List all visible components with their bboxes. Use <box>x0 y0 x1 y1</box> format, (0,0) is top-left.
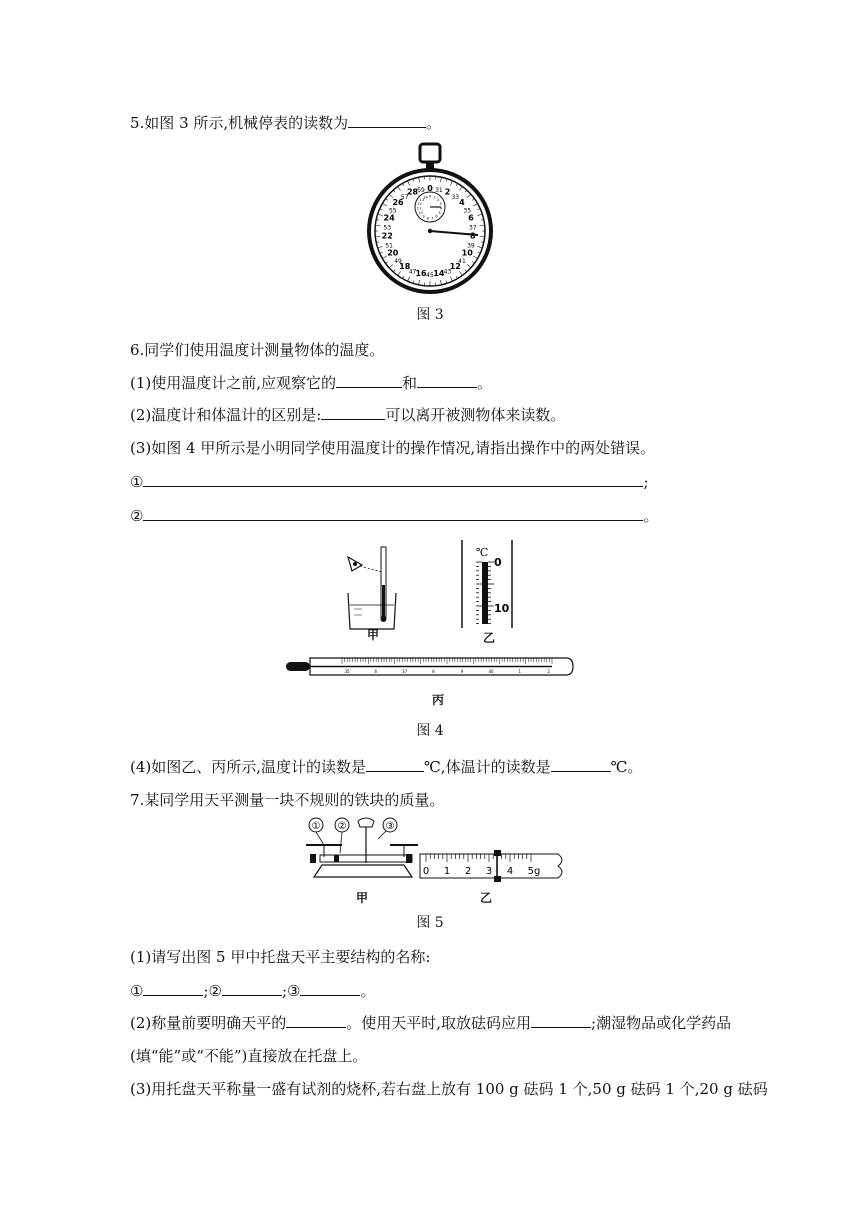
q5-answer-blank[interactable] <box>348 113 426 128</box>
subdial-number: 3 <box>439 202 442 207</box>
dial-tick <box>393 270 395 272</box>
q7-blank2[interactable] <box>222 981 282 996</box>
subdial-number: 6 <box>435 214 438 219</box>
subdial-number: 10 <box>418 211 423 215</box>
dial-number: 41 <box>458 257 466 265</box>
dial-tick <box>386 262 388 264</box>
unit-label: ℃ <box>476 546 489 559</box>
q6-mistake1: ① ; <box>130 473 649 491</box>
fig5-label-yi: 乙 <box>480 891 493 905</box>
subdial-number: 14 <box>423 195 428 200</box>
dial-tick <box>467 264 471 267</box>
dial-number: 12 <box>449 261 461 271</box>
dial-tick <box>408 181 410 186</box>
q6-mistake2-blank[interactable] <box>143 506 643 521</box>
q7-blank3[interactable] <box>300 981 360 996</box>
dial-number: 10 <box>461 248 473 258</box>
q6-p2-blank[interactable] <box>321 405 385 420</box>
label-1: ① <box>311 821 321 832</box>
dial-number: 16 <box>415 269 427 279</box>
subdial-number: 8 <box>426 216 429 221</box>
scale-number: 35 <box>344 669 350 674</box>
scale-number: 37 <box>402 669 408 674</box>
q6-p1-blank2[interactable] <box>417 373 477 388</box>
q7-title: 7.某同学用天平测量一块不规则的铁块的质量。 <box>130 791 445 809</box>
dial-number: 14 <box>433 269 445 279</box>
subdial-number: 2 <box>437 198 440 203</box>
q6-part1: (1)使用温度计之前,应观察它的 和 。 <box>130 374 493 392</box>
dial-tick <box>459 187 462 191</box>
fig5-caption: 图 5 <box>416 915 444 931</box>
dial-number: 49 <box>394 257 402 265</box>
dial-tick <box>478 246 483 248</box>
q6-part2: (2)温度计和体温计的区别是: 可以离开被测物体来读数。 <box>130 406 566 424</box>
q7-part1: (1)请写出图 5 甲中托盘天平主要结构的名称: <box>130 948 431 966</box>
dial-number: 6 <box>468 213 474 223</box>
fig4-yi-thermometer <box>458 540 518 635</box>
ruler-number: 2 <box>464 866 472 877</box>
dial-number: 2 <box>444 187 451 197</box>
balance-base <box>314 865 412 877</box>
ruler-number: 3 <box>485 866 493 877</box>
dial-tick <box>472 262 474 264</box>
stopwatch-figure <box>360 140 500 300</box>
beaker <box>348 593 396 629</box>
q7-part2-cont: (填“能”或“不能”)直接放在托盘上。 <box>130 1047 368 1065</box>
q7-part3: (3)用托盘天平称量一盛有试剂的烧杯,若右盘上放有 100 g 砝码 1 个,50 g 砝码 1 个,20 g 砝码 <box>130 1080 768 1098</box>
dial-tick <box>382 256 386 259</box>
balance-nut-right <box>406 854 412 863</box>
dial-tick <box>465 190 467 192</box>
q6-title: 6.同学们使用温度计测量物体的温度。 <box>130 341 385 359</box>
dial-tick <box>398 271 401 275</box>
subdial-number: 7 <box>431 216 434 221</box>
scale-number: 8 <box>432 669 435 674</box>
fig5-label-jia: 甲 <box>356 891 369 905</box>
dial-tick <box>389 194 393 197</box>
q7-part1-blanks: ① ;② ;③ 。 <box>130 982 376 1000</box>
q6-mistake1-blank[interactable] <box>143 472 643 487</box>
fig3-caption: 图 3 <box>416 307 444 323</box>
dial-number: 26 <box>392 198 404 208</box>
q6-part4: (4)如图乙、丙所示,温度计的读数是 ℃,体温计的读数是 ℃。 <box>130 758 643 776</box>
dial-number: 39 <box>467 242 475 250</box>
dial-tick <box>389 264 393 267</box>
dial-number: 55 <box>388 207 397 215</box>
q6-p4-blank2[interactable] <box>551 757 611 772</box>
fig4-label-yi: 乙 <box>483 631 496 645</box>
dial-tick <box>386 199 388 201</box>
thermometer-bulb <box>286 662 310 671</box>
dial-tick <box>382 204 386 207</box>
fig4-label-jia: 甲 <box>367 628 380 642</box>
dial-tick <box>472 199 474 201</box>
fig4-caption: 图 4 <box>416 723 444 739</box>
dial-number: 51 <box>385 242 393 250</box>
balance-nut-left <box>310 854 316 863</box>
dial-tick <box>465 270 467 272</box>
dial-number: 22 <box>381 231 393 241</box>
dial-number: 24 <box>383 213 395 223</box>
dial-number: 53 <box>383 224 392 232</box>
dial-tick <box>440 280 441 285</box>
scale-number: 1 <box>518 669 522 674</box>
subdial-number: 4 <box>439 206 443 211</box>
dial-tick <box>480 236 485 237</box>
ruler-number: 0 <box>422 866 430 877</box>
dial-tick <box>450 277 452 282</box>
dial-number: 18 <box>399 261 411 271</box>
subdial-number: 5 <box>438 211 441 215</box>
dial-tick <box>398 187 401 191</box>
dial-number: 33 <box>451 194 460 202</box>
dial-number: 35 <box>463 207 472 215</box>
dial-number: 37 <box>468 224 477 232</box>
sight-line <box>360 566 382 572</box>
pointer-scale <box>358 818 374 827</box>
dial-tick <box>378 214 383 216</box>
q5-text: 5.如图 3 所示,机械停表的读数为 <box>130 114 349 132</box>
dial-tick <box>408 277 410 282</box>
rider-top <box>494 850 501 856</box>
dial-tick <box>450 181 452 186</box>
ruler-number: 1 <box>443 866 451 877</box>
dial-number: 0 <box>427 184 433 193</box>
fig5-yi-ruler <box>418 848 574 888</box>
dial-tick <box>378 246 383 248</box>
ruler-number: 4 <box>506 866 514 877</box>
q7-blank1[interactable] <box>143 981 203 996</box>
scale-number: 2 <box>547 669 550 674</box>
q7-p2-blank1[interactable] <box>286 1013 346 1028</box>
dial-tick <box>393 190 395 192</box>
dial-number: 47 <box>408 268 417 276</box>
tick-label-10: 10 <box>494 602 510 615</box>
fig5-jia-balance <box>300 815 420 887</box>
rider <box>334 855 339 862</box>
label-3: ③ <box>385 821 395 832</box>
stopwatch-crown <box>420 144 440 162</box>
liquid-column <box>482 562 488 624</box>
dial-tick <box>480 225 485 226</box>
dial-tick <box>440 177 441 182</box>
q5-line: 5.如图 3 所示,机械停表的读数为 。 <box>130 114 442 132</box>
dial-number: 28 <box>406 187 419 197</box>
dial-number: 59 <box>417 186 425 194</box>
dial-tick <box>419 280 420 285</box>
subdial-number: 11 <box>416 206 422 211</box>
ruler-number: 5g <box>527 866 541 877</box>
dial-tick <box>459 271 462 275</box>
subdial-number: 1 <box>433 195 436 200</box>
dial-number: 45 <box>426 272 434 279</box>
tick-label-0: 0 <box>494 556 502 569</box>
dial-number: 20 <box>387 248 399 258</box>
subdial-number: 9 <box>422 214 425 219</box>
scale-number: 6 <box>374 669 378 674</box>
dial-tick <box>473 204 477 207</box>
subdial-number: 13 <box>419 198 425 203</box>
q6-p4-blank1[interactable] <box>366 757 424 772</box>
q7-part2: (2)称量前要明确天平的 。使用天平时,取放砝码应用 ;潮湿物品或化学药品 <box>130 1014 732 1032</box>
dial-tick <box>375 236 380 237</box>
dial-number: 57 <box>400 194 409 202</box>
fig4-bing-clinical-thermometer <box>284 654 576 680</box>
dial-tick <box>419 177 420 182</box>
dial-number: 43 <box>443 268 452 276</box>
q7-p2-blank2[interactable] <box>531 1013 591 1028</box>
subdial-number: 12 <box>417 202 422 207</box>
fig4-label-bing: 丙 <box>432 693 445 707</box>
dial-number: 8 <box>469 231 476 241</box>
q6-part3: (3)如图 4 甲所示是小明同学使用温度计的操作情况,请指出操作中的两处错误。 <box>130 439 656 457</box>
dial-tick <box>478 214 483 216</box>
hand-pivot <box>428 229 432 233</box>
dial-tick <box>467 194 471 197</box>
subdial-number: 0 <box>428 194 432 199</box>
dial-tick <box>473 256 477 259</box>
dial-number: 4 <box>459 198 465 208</box>
dial-tick <box>375 225 380 226</box>
q6-p1-blank1[interactable] <box>336 373 402 388</box>
scale-number: 40 <box>488 669 494 674</box>
q6-mistake2: ② 。 <box>130 507 659 525</box>
dial-number: 31 <box>435 186 443 194</box>
scale-number: 9 <box>460 669 464 674</box>
label-2: ② <box>337 821 347 832</box>
rider-bottom <box>494 876 501 882</box>
